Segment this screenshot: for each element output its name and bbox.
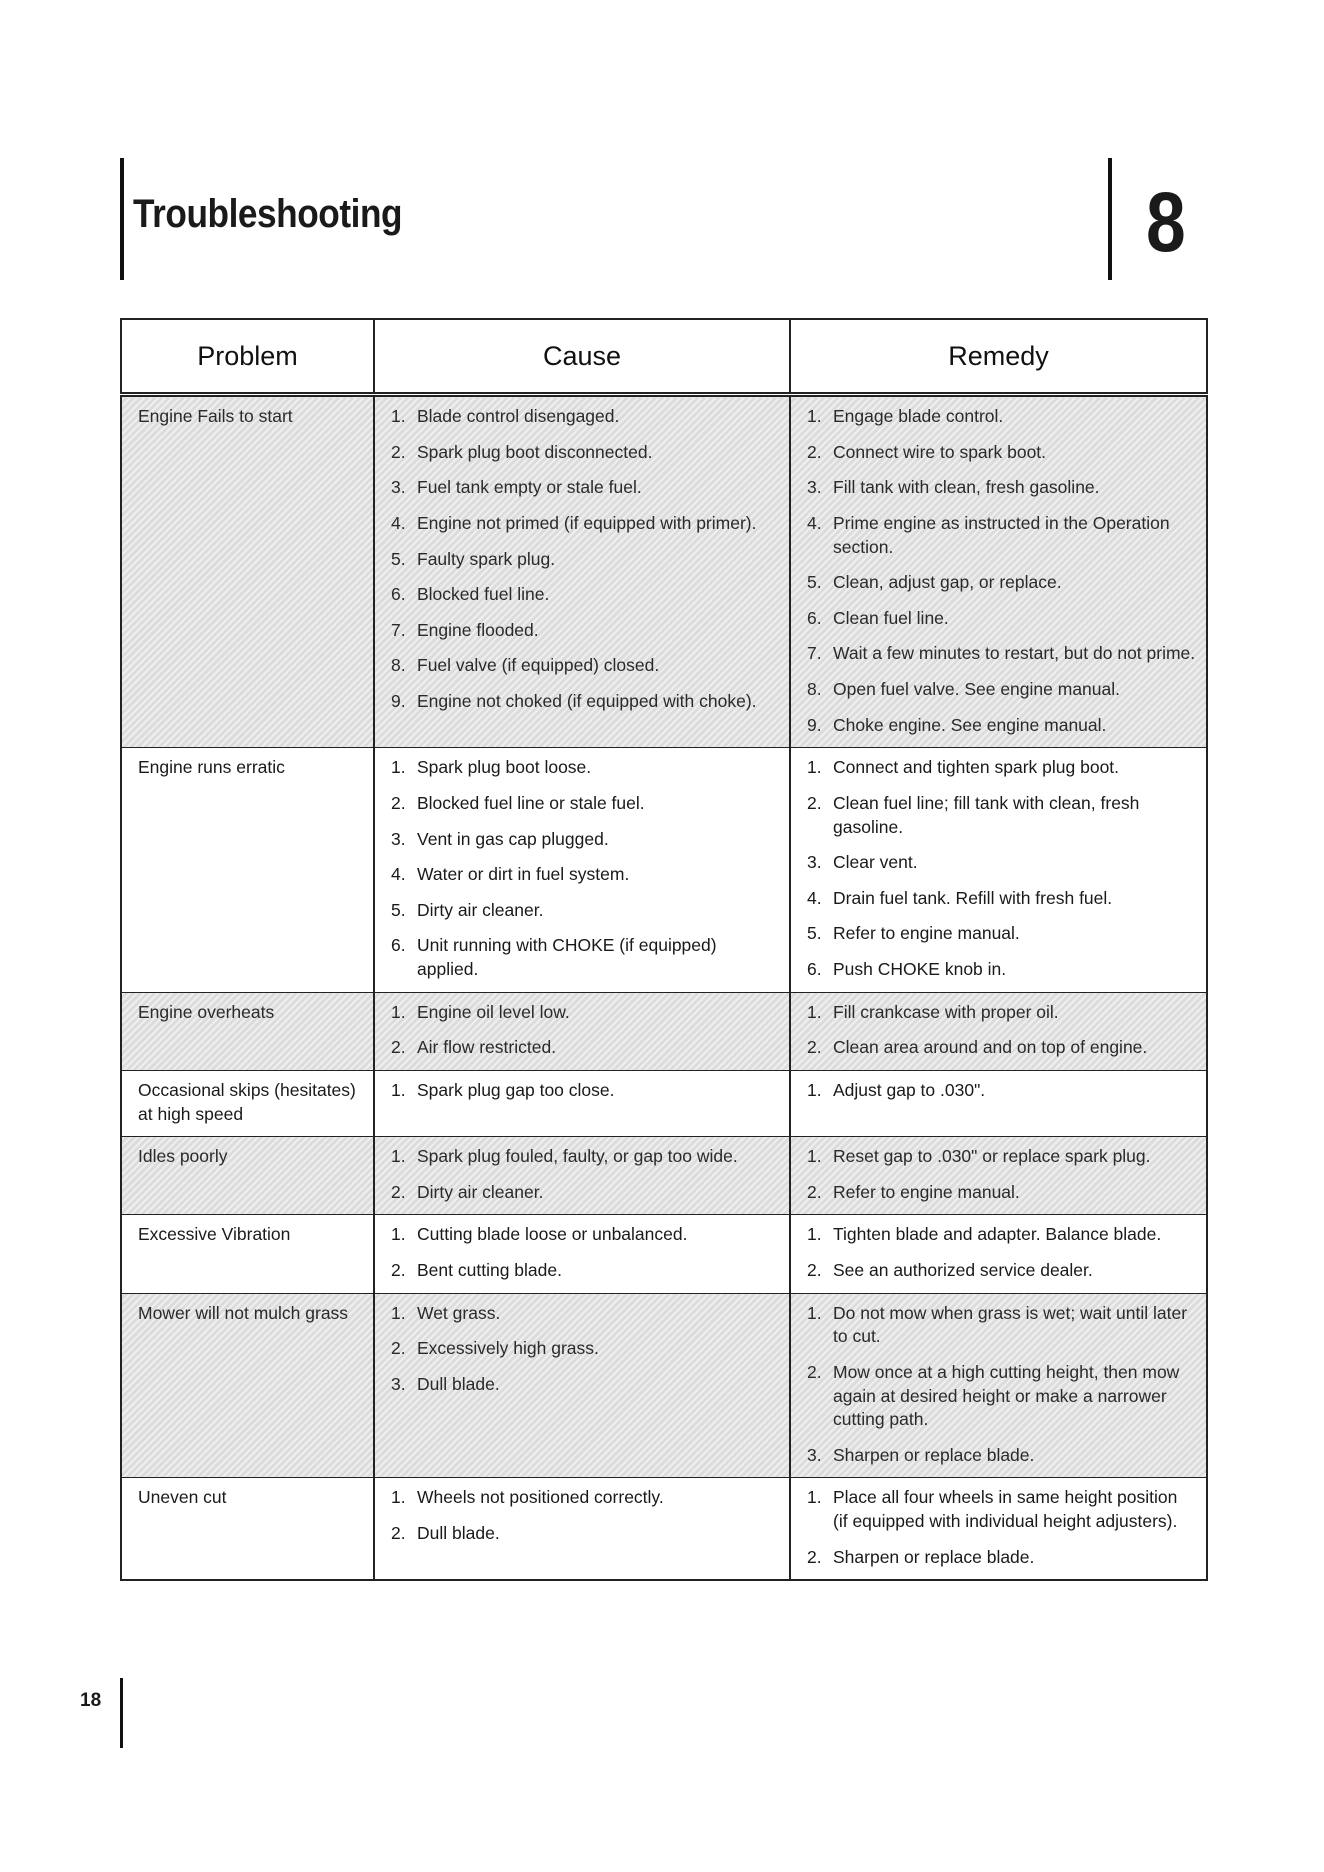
item-number: 2.: [807, 1181, 822, 1202]
remedy-item: [807, 405, 1196, 429]
cause-item: [391, 899, 779, 923]
cause-text: Spark plug boot disconnected.: [417, 441, 653, 462]
remedy-item: [807, 678, 1196, 702]
cause-list: [391, 1145, 779, 1204]
cause-text: Spark plug gap too close.: [417, 1079, 615, 1100]
remedy-cell: [790, 1478, 1207, 1580]
problem-label: Excessive Vibration: [138, 1224, 291, 1245]
item-number: 1.: [391, 1224, 406, 1245]
item-number: 2.: [391, 792, 406, 813]
cause-item: [391, 1036, 779, 1060]
table-row: [121, 395, 1207, 748]
remedy-cell: [790, 1137, 1207, 1215]
item-number: 1.: [807, 1146, 822, 1167]
page-number: 18: [80, 1690, 102, 1711]
cause-text: Dirty air cleaner.: [417, 1181, 544, 1202]
problem-label: Idles poorly: [138, 1146, 228, 1167]
remedy-cell: [790, 748, 1207, 992]
remedy-text: Connect and tighten spark plug boot.: [833, 757, 1120, 778]
item-number: 1.: [391, 1302, 406, 1323]
cause-item: [391, 654, 779, 678]
item-number: 1.: [391, 1487, 406, 1508]
item-number: 1.: [391, 1001, 406, 1022]
table-row: [121, 992, 1207, 1070]
cause-cell: [374, 1478, 790, 1580]
remedy-text: Refer to engine manual.: [833, 1181, 1020, 1202]
cause-text: Wheels not positioned correctly.: [417, 1487, 664, 1508]
remedy-item: [807, 714, 1196, 738]
remedy-list: [807, 756, 1196, 981]
cause-item: [391, 1373, 779, 1397]
remedy-item: [807, 1001, 1196, 1025]
remedy-text: Sharpen or replace blade.: [833, 1546, 1035, 1567]
cause-item: [391, 690, 779, 714]
cause-text: Blade control disengaged.: [417, 406, 620, 426]
problem-cell: [121, 1293, 374, 1478]
cause-item: [391, 619, 779, 643]
item-number: 2.: [807, 1361, 822, 1382]
troubleshooting-table: [120, 318, 1208, 1581]
remedy-text: Sharpen or replace blade.: [833, 1444, 1035, 1465]
remedy-item: [807, 922, 1196, 946]
item-number: 3.: [807, 852, 822, 873]
problem-label: Occasional skips (hesitates) at high speed: [138, 1079, 356, 1124]
cause-text: Excessively high grass.: [417, 1338, 599, 1359]
cause-cell: [374, 748, 790, 992]
item-number: 3.: [391, 1373, 406, 1394]
cause-cell: [374, 1293, 790, 1478]
cause-text: Engine oil level low.: [417, 1001, 570, 1022]
cause-list: [391, 1079, 779, 1103]
remedy-text: Fill crankcase with proper oil.: [833, 1001, 1059, 1022]
item-number: 6.: [807, 959, 822, 979]
problem-label: Engine Fails to start: [138, 406, 293, 426]
cause-item: [391, 583, 779, 607]
remedy-item: [807, 792, 1196, 839]
remedy-cell: [790, 992, 1207, 1070]
remedy-text: Do not mow when grass is wet; wait until later to cut.: [833, 1302, 1188, 1347]
remedy-item: [807, 1361, 1196, 1432]
table-row: [121, 748, 1207, 992]
remedy-item: [807, 851, 1196, 875]
cause-item: [391, 476, 779, 500]
cause-item: [391, 934, 779, 981]
remedy-cell: [790, 1070, 1207, 1136]
header-remedy: Remedy: [790, 319, 1207, 395]
cause-cell: [374, 992, 790, 1070]
remedy-text: Fill tank with clean, fresh gasoline.: [833, 477, 1100, 498]
item-number: 2.: [391, 441, 406, 462]
cause-list: [391, 1302, 779, 1397]
cause-text: Dull blade.: [417, 1373, 500, 1394]
cause-text: Engine not choked (if equipped with choke).: [417, 691, 757, 711]
cause-list: [391, 405, 779, 714]
remedy-list: [807, 405, 1196, 737]
cause-text: Engine flooded.: [417, 619, 539, 640]
remedy-item: [807, 1036, 1196, 1060]
remedy-text: See an authorized service dealer.: [833, 1260, 1093, 1280]
cause-text: Water or dirt in fuel system.: [417, 864, 630, 885]
cause-item: [391, 441, 779, 465]
remedy-text: Reset gap to .030" or replace spark plug.: [833, 1146, 1151, 1167]
remedy-item: [807, 1181, 1196, 1205]
cause-text: Wet grass.: [417, 1302, 501, 1323]
cause-item: [391, 1001, 779, 1025]
cause-cell: [374, 1070, 790, 1136]
cause-item: [391, 1337, 779, 1361]
problem-cell: [121, 1070, 374, 1136]
cause-cell: [374, 1137, 790, 1215]
cause-text: Air flow restricted.: [417, 1037, 557, 1058]
remedy-item: [807, 1486, 1196, 1533]
item-number: 1.: [807, 1302, 822, 1323]
cause-text: Spark plug fouled, faulty, or gap too wide.: [417, 1146, 738, 1167]
cause-item: [391, 1079, 779, 1103]
table-row: [121, 1478, 1207, 1580]
problem-cell: [121, 748, 374, 992]
cause-item: [391, 405, 779, 429]
remedy-item: [807, 1444, 1196, 1468]
remedy-item: [807, 1302, 1196, 1349]
item-number: 2.: [807, 441, 822, 462]
item-number: 1.: [807, 757, 822, 778]
item-number: 3.: [807, 477, 822, 498]
problem-label: Uneven cut: [138, 1487, 227, 1508]
item-number: 2.: [807, 1260, 822, 1280]
cause-cell: [374, 395, 790, 748]
item-number: 3.: [391, 828, 406, 849]
remedy-text: Adjust gap to .030".: [833, 1079, 986, 1100]
cause-item: [391, 1259, 779, 1283]
item-number: 6.: [391, 584, 406, 605]
remedy-text: Clean area around and on top of engine.: [833, 1037, 1148, 1058]
remedy-list: [807, 1302, 1196, 1468]
remedy-item: [807, 1079, 1196, 1103]
remedy-text: Connect wire to spark boot.: [833, 441, 1047, 462]
remedy-item: [807, 887, 1196, 911]
cause-text: Fuel valve (if equipped) closed.: [417, 655, 660, 676]
remedy-text: Engage blade control.: [833, 406, 1004, 426]
header-problem: Problem: [121, 319, 374, 395]
item-number: 1.: [391, 406, 406, 426]
chapter-number: 8: [1146, 175, 1186, 269]
problem-label: Engine overheats: [138, 1001, 275, 1022]
page-title: Troubleshooting: [133, 192, 403, 236]
cause-cell: [374, 1215, 790, 1293]
remedy-item: [807, 642, 1196, 666]
item-number: 5.: [807, 572, 822, 593]
remedy-list: [807, 1079, 1196, 1103]
item-number: 4.: [807, 887, 822, 908]
remedy-item: [807, 1145, 1196, 1169]
item-number: 4.: [391, 864, 406, 885]
remedy-text: Drain fuel tank. Refill with fresh fuel.: [833, 887, 1113, 908]
cause-list: [391, 1486, 779, 1545]
item-number: 9.: [807, 714, 822, 735]
remedy-text: Open fuel valve. See engine manual.: [833, 679, 1120, 699]
remedy-text: Prime engine as instructed in the Operation section.: [833, 512, 1170, 557]
item-number: 2.: [807, 792, 822, 813]
item-number: 2.: [391, 1523, 406, 1543]
item-number: 1.: [391, 757, 406, 778]
cause-item: [391, 1145, 779, 1169]
item-number: 6.: [807, 607, 822, 628]
cause-item: [391, 792, 779, 816]
remedy-text: Place all four wheels in same height position (if equipped with individual height adjusters).: [833, 1487, 1178, 1531]
remedy-list: [807, 1145, 1196, 1204]
page-number-divider: [120, 1678, 123, 1748]
remedy-item: [807, 958, 1196, 982]
cause-text: Vent in gas cap plugged.: [417, 828, 609, 849]
item-number: 7.: [391, 619, 406, 640]
remedy-list: [807, 1001, 1196, 1060]
cause-item: [391, 756, 779, 780]
cause-item: [391, 548, 779, 572]
remedy-text: Push CHOKE knob in.: [833, 959, 1007, 979]
item-number: 1.: [807, 1224, 822, 1245]
cause-text: Blocked fuel line or stale fuel.: [417, 792, 645, 813]
item-number: 5.: [391, 548, 406, 569]
item-number: 4.: [807, 512, 822, 533]
remedy-item: [807, 441, 1196, 465]
cause-list: [391, 1223, 779, 1282]
remedy-text: Mow once at a high cutting height, then mow again at desired height or make a narrower cutting path.: [833, 1361, 1180, 1430]
remedy-item: [807, 756, 1196, 780]
table-row: [121, 1070, 1207, 1136]
remedy-item: [807, 1259, 1196, 1283]
cause-text: Bent cutting blade.: [417, 1260, 562, 1280]
cause-list: [391, 756, 779, 981]
remedy-text: Tighten blade and adapter. Balance blade.: [833, 1224, 1162, 1245]
item-number: 8.: [391, 655, 406, 676]
remedy-cell: [790, 1293, 1207, 1478]
remedy-text: Choke engine. See engine manual.: [833, 714, 1107, 735]
table-row: [121, 1215, 1207, 1293]
item-number: 2.: [391, 1037, 406, 1058]
problem-cell: [121, 992, 374, 1070]
remedy-text: Wait a few minutes to restart, but do not prime.: [833, 643, 1196, 664]
cause-text: Faulty spark plug.: [417, 548, 556, 569]
item-number: 8.: [807, 679, 822, 699]
problem-cell: [121, 1137, 374, 1215]
remedy-text: Clean fuel line; fill tank with clean, fresh gasoline.: [833, 792, 1140, 837]
item-number: 4.: [391, 512, 406, 533]
remedy-item: [807, 476, 1196, 500]
problem-cell: [121, 395, 374, 748]
cause-text: Blocked fuel line.: [417, 584, 550, 605]
remedy-list: [807, 1223, 1196, 1282]
cause-text: Spark plug boot loose.: [417, 757, 592, 778]
item-number: 5.: [807, 923, 822, 944]
item-number: 1.: [807, 1001, 822, 1022]
chapter-divider: [1108, 158, 1112, 280]
item-number: 2.: [391, 1181, 406, 1202]
remedy-text: Clean fuel line.: [833, 607, 949, 628]
table-body: [121, 395, 1207, 1581]
item-number: 7.: [807, 643, 822, 664]
cause-item: [391, 1181, 779, 1205]
item-number: 5.: [391, 899, 406, 920]
remedy-list: [807, 1486, 1196, 1569]
item-number: 1.: [391, 1146, 406, 1167]
remedy-item: [807, 512, 1196, 559]
remedy-text: Clear vent.: [833, 852, 918, 873]
item-number: 1.: [807, 1487, 822, 1508]
problem-label: Engine runs erratic: [138, 757, 285, 778]
item-number: 3.: [807, 1444, 822, 1465]
cause-item: [391, 1302, 779, 1326]
cause-list: [391, 1001, 779, 1060]
cause-item: [391, 828, 779, 852]
remedy-cell: [790, 1215, 1207, 1293]
remedy-item: [807, 1546, 1196, 1570]
cause-text: Cutting blade loose or unbalanced.: [417, 1224, 688, 1245]
cause-text: Engine not primed (if equipped with primer).: [417, 512, 757, 533]
table-row: [121, 1293, 1207, 1478]
item-number: 3.: [391, 477, 406, 498]
item-number: 2.: [807, 1546, 822, 1567]
remedy-item: [807, 571, 1196, 595]
cause-text: Fuel tank empty or stale fuel.: [417, 477, 642, 498]
title-divider: [120, 158, 124, 280]
remedy-text: Clean, adjust gap, or replace.: [833, 572, 1062, 593]
remedy-cell: [790, 395, 1207, 748]
item-number: 9.: [391, 691, 406, 711]
cause-item: [391, 1486, 779, 1510]
item-number: 6.: [391, 935, 406, 956]
cause-item: [391, 863, 779, 887]
item-number: 1.: [807, 1079, 822, 1100]
item-number: 1.: [391, 1079, 406, 1100]
cause-item: [391, 1522, 779, 1546]
item-number: 2.: [391, 1338, 406, 1359]
remedy-item: [807, 607, 1196, 631]
remedy-text: Refer to engine manual.: [833, 923, 1020, 944]
table-header-row: [121, 319, 1207, 395]
header-cause: Cause: [374, 319, 790, 395]
cause-text: Dull blade.: [417, 1523, 500, 1543]
item-number: 2.: [391, 1260, 406, 1280]
item-number: 2.: [807, 1037, 822, 1058]
cause-text: Dirty air cleaner.: [417, 899, 544, 920]
table-row: [121, 1137, 1207, 1215]
cause-text: Unit running with CHOKE (if equipped) applied.: [417, 935, 717, 979]
problem-label: Mower will not mulch grass: [138, 1302, 349, 1323]
cause-item: [391, 1223, 779, 1247]
cause-item: [391, 512, 779, 536]
remedy-item: [807, 1223, 1196, 1247]
item-number: 1.: [807, 406, 822, 426]
problem-cell: [121, 1478, 374, 1580]
problem-cell: [121, 1215, 374, 1293]
